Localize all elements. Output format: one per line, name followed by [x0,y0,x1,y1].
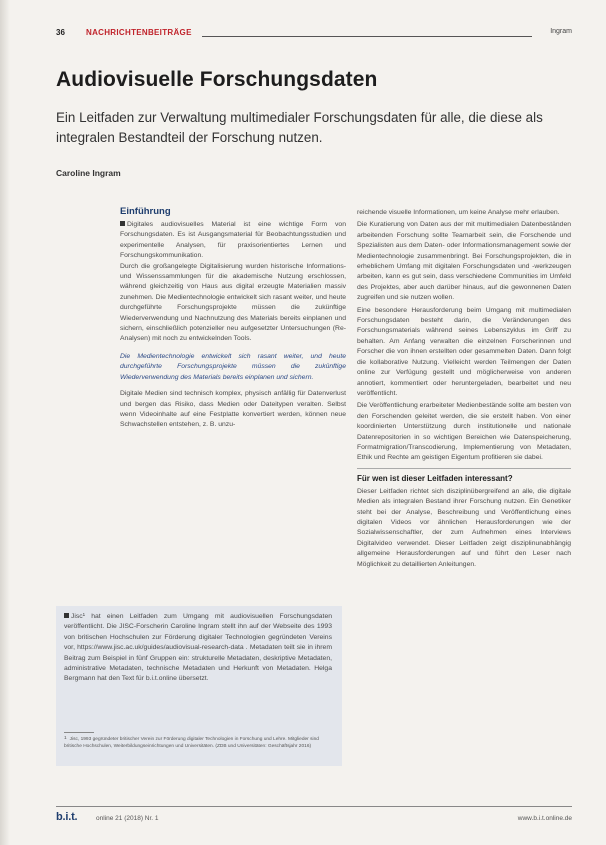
footnote-rule [64,732,94,733]
body-paragraph: Eine besondere Herausforderung beim Umgang mit multimedialen Forschungsdaten besteht darin, die Veränderungen des Forschungsmaterials während seines Lebenszyklus im Griff zu behalten. Am Anfang verwalten die einzelnen Forscherinnen und Forscher die von ihnen erstellten oder gesammelten Daten. Dann folgt die kollaborative Nutzung. Vielleicht werden Teilmengen der Daten online zur Verfügung gestellt und möglicherweise von anderen annotiert, kommentiert oder heruntergeladen, bearbeitet und neu veröffentlicht. [357,306,571,397]
page-footer [56,806,572,821]
left-column [120,206,346,431]
body-paragraph: Digitales audiovisuelles Material ist eine wichtige Form von Forschungsdaten. Es ist Ausgangsmaterial für Beobachtungsstudien und experimentelle Analysen, für praxisorientiertes Lernen und Forschungskommunikation. [120,221,346,260]
body-paragraph: Dieser Leitfaden richtet sich disziplinübergreifend an alle, die digitale Medien als integralen Bestand ihrer Forschung nutzen. Ein Genetiker steht bei der Analyse, Beschreibung und Veröffentlichung eines digitalen Videos vor ähnlichen Herausforderungen wie der Sozialwissenschaftler, der zum Aufnehmen eines Interviews Digitalvideo verwendet. Dieser Leitfaden zeigt disziplinunabhängig allgemeine Herausforderungen auf und führt den Leser nach Möglichkeit zu detaillierten Anleitungen. [357,487,571,568]
body-paragraph: reichende visuelle Informationen, um keine Analyse mehr erlauben. [357,209,560,216]
page-number: 36 [56,28,65,37]
section-label: NACHRICHTENBEITRÄGE [86,28,192,37]
bit-online-logo: b.i.t. [56,811,78,823]
body-paragraph: Die Kuratierung von Daten aus der mit multimedialen Datenbeständen arbeitenden Forschung sollte Teamarbeit sein, die Forschende und Spezialisten aus dem Daten- oder Informationsmanagement sowie der Medientechnologie zusammenbringt. Bei Forschungsprojekten, die in erheblichem Umfang mit digitalen Forschungsdaten und -werkzeugen arbeiten, kann es gut sein, dass verschiedene Communities im Umfeld des Projektes, aber auch darüber hinaus, auf die gewonnenen Daten zugreifen und sie nutzen wollen. [357,221,571,302]
info-box-text: Jisc¹ hat einen Leitfaden zum Umgang mit audiovisuellen Forschungsdaten veröffentlicht. Die JISC-Forscherin Caroline Ingram stellt ihn auf der Webseite des 1993 von britischen Hochschulen zur Förderung digitaler Technologien gegründeten Vereins vor, https://www.jisc.ac.uk/guides/audiovisual-research-data . Metadaten teilt sie in ihrem Beitrag zum Beispiel in fünf Gruppen ein: strukturelle Metadaten, deskriptive Metadaten, administrative Metadaten, technische Metadaten und Herkunft von Metadaten. Helga Bergmann hat den Text für b.i.t.online übersetzt. [64,613,332,683]
article-author: Caroline Ingram [56,168,121,178]
paragraph-marker-square [120,221,125,226]
footnote-marker: 1 [64,736,67,741]
body-paragraph: Digitale Medien sind technisch komplex, physisch anfällig für Datenverlust und bergen das Risiko, dass Medien oder Dateitypen veralten. Selbst wenn Videoinhalte auf eine Festplatte konvertiert werden, können neue Schwachstellen entstehen, z. B. unzu- [120,390,346,429]
article-subtitle: Ein Leitfaden zur Verwaltung multimedialer Forschungsdaten für alle, die diese als integralen Bestandteil der Forschung nutzen. [56,110,543,145]
section-heading-zielgruppe: Für wen ist dieser Leitfaden interessant? [357,468,571,485]
pull-quote: Die Medientechnologie entwickelt sich rasant weiter, und heute durchgeführte Forschungsprojekte müssen die zukünftige Wiederverwendung des Materials bereits einplanen und sichern. [120,352,346,381]
article-title: Audiovisuelle Forschungsdaten [56,68,378,91]
header-author: Ingram [550,28,572,35]
body-paragraph: Durch die großangelegte Digitalisierung wurden historische Informations- und Wissenssammlungen für die akademische Nutzung erschlossen, während gleichzeitig von Haus aus digital erzeugte Materialien massiv zunehmen. Die Medientechnologie entwickelt sich rasant weiter, und heute durchgeführte Forschungsprojekte müssen die zukünftige Wiederverwendung und Nachnutzung des Materials bereits einplanen und sichern, einschließlich potenzieller neu aufgesetzter Untersuchungen (Re-Analysen) mit noch zu entwickelnden Tools. [120,262,346,343]
issue-info: online 21 (2018) Nr. 1 [96,815,159,822]
footnote: 1 Jisc, 1993 gegründeter britischer Verein zur Förderung digitaler Technologien in Forschung und Lehre. Mitglieder sind britische Hochschulen, Weiterbildungseinrichtungen und Universitäten. (ZDB und Universitäten: Geschäftsjahr 2016) [64,736,319,749]
section-heading-einfuehrung: Einführung [120,206,171,217]
running-header [56,28,572,40]
paragraph-marker-square [64,613,69,618]
footer-url: www.b.i.t.online.de [517,815,572,822]
body-paragraph: Die Veröffentlichung erarbeiteter Medienbestände sollte am besten von den Forschenden geleitet werden, die sie erstellt haben. Von einer koordinierten Unterstützung durch institutionelle und nationale Datenrepositorien in so wichtigen Bereichen wie Datenspeicherung, Formatmigration/Transcodierung, Implementierung von Metadaten, Ethik und Rechte am geistigen Eigentum profitieren sie dabei. [357,402,571,462]
right-column [357,208,571,570]
header-rule [202,36,532,37]
info-box [56,606,342,766]
